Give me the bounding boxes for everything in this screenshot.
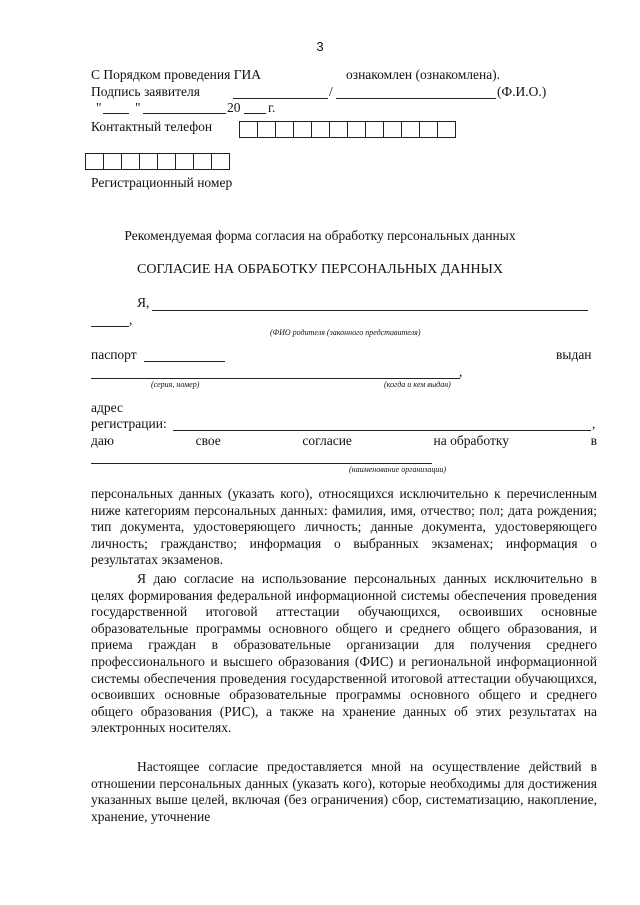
phone-cell[interactable] [401,121,420,138]
date-day-line[interactable] [103,113,129,114]
fio-parent-line[interactable] [152,310,588,311]
address-comma: , [592,416,596,431]
consent-word: свое [195,433,221,448]
phone-cell[interactable] [365,121,384,138]
reg-cell[interactable] [121,153,140,170]
reg-cell[interactable] [103,153,122,170]
signature-line[interactable] [233,98,328,99]
reg-cell[interactable] [85,153,104,170]
reg-cell[interactable] [193,153,212,170]
reg-number-label: Регистрационный номер [91,175,233,190]
consent-word: даю [91,433,114,448]
address-label-registration: регистрации: [91,416,167,431]
phone-cell[interactable] [437,121,456,138]
phone-cell[interactable] [275,121,294,138]
phone-cell[interactable] [383,121,402,138]
phone-cell[interactable] [239,121,258,138]
ya-label: Я, [137,295,150,310]
date-year-prefix: 20 [227,100,241,115]
consent-word: согласие [302,433,352,448]
reg-cell[interactable] [175,153,194,170]
date-quote-open: " [96,100,102,115]
address-label: адрес [91,400,123,415]
issued-hint: (когда и кем выдан) [384,380,451,389]
organization-hint: (наименование организации) [349,465,447,474]
body-paragraph: Настоящее согласие предоставляется мной на осуществление действий в отношении персональных данных (указать кого), которые необходимы для достижения указанных выше целей, включая (без ограничения) сбор, систематизацию, накопление, хранение, уточнение [91,759,597,824]
phone-cell[interactable] [311,121,330,138]
fio-comma: , [129,312,133,327]
fio-continuation-line[interactable] [91,326,129,327]
body-paragraph: персональных данных (указать кого), относящихся исключительно к перечисленным ниже категориям персональных данных: фамилия, имя, отчество; пол; дата рождения; тип документа, удостоверяющего личность; данные документа, удостоверяющего личность; гражданство; информация о выбранных экзаменах; информация о результатах экзаменов. [91,486,597,568]
signature-label: Подпись заявителя [91,84,200,99]
issued-label: выдан [556,347,592,362]
phone-cell[interactable] [293,121,312,138]
consent-word: на обработку [433,433,509,448]
fio-label: (Ф.И.О.) [497,84,547,99]
organization-line[interactable] [91,463,432,464]
phone-cell[interactable] [347,121,366,138]
consent-line [91,433,597,449]
fio-line[interactable] [336,98,496,99]
series-hint: (серия, номер) [151,380,200,389]
date-quote-close: " [135,100,141,115]
acknowledged-label: ознакомлен (ознакомлена). [346,67,501,82]
consent-title: СОГЛАСИЕ НА ОБРАБОТКУ ПЕРСОНАЛЬНЫХ ДАННЫХ [137,262,503,277]
phone-label: Контактный телефон [91,119,213,134]
signature-separator: / [329,84,333,99]
date-year-line[interactable] [244,113,266,114]
phone-cell[interactable] [419,121,438,138]
date-month-line[interactable] [143,113,226,114]
reg-number-cells[interactable] [85,153,229,170]
phone-cell[interactable] [329,121,348,138]
consent-word: в [590,433,597,448]
address-line[interactable] [173,430,591,431]
passport-label: паспорт [91,347,137,362]
phone-cell[interactable] [257,121,276,138]
phone-cells[interactable] [239,121,455,138]
reg-cell[interactable] [139,153,158,170]
date-year-suffix: г. [268,100,276,115]
passport-line[interactable] [144,361,225,362]
form-title: Рекомендуемая форма согласия на обработку персональных данных [124,228,516,243]
gia-label: С Порядком проведения ГИА [91,67,262,82]
body-paragraph: Я даю согласие на использование персональных данных исключительно в целях формирования федеральной информационной системы обеспечения проведения государственной итоговой аттестации обучающихся, освоивших основные образовательные программы основного общего и среднего общего образования, и приема граждан в образовательные организации для получения среднего профессионального и высшего образования (ФИС) и региональной информационной системы обеспечения проведения государственной итоговой аттестации обучающихся, освоивших основные образовательные программы основного общего и среднего общего образования (РИС), а также на хранение данных об этих результатах на электронных носителях. [91,571,597,736]
issued-line[interactable] [91,378,460,379]
page-number: 3 [316,39,324,54]
reg-cell[interactable] [157,153,176,170]
issued-comma: , [459,364,463,379]
reg-cell[interactable] [211,153,230,170]
fio-hint: (ФИО родителя (законного представителя) [270,328,421,337]
